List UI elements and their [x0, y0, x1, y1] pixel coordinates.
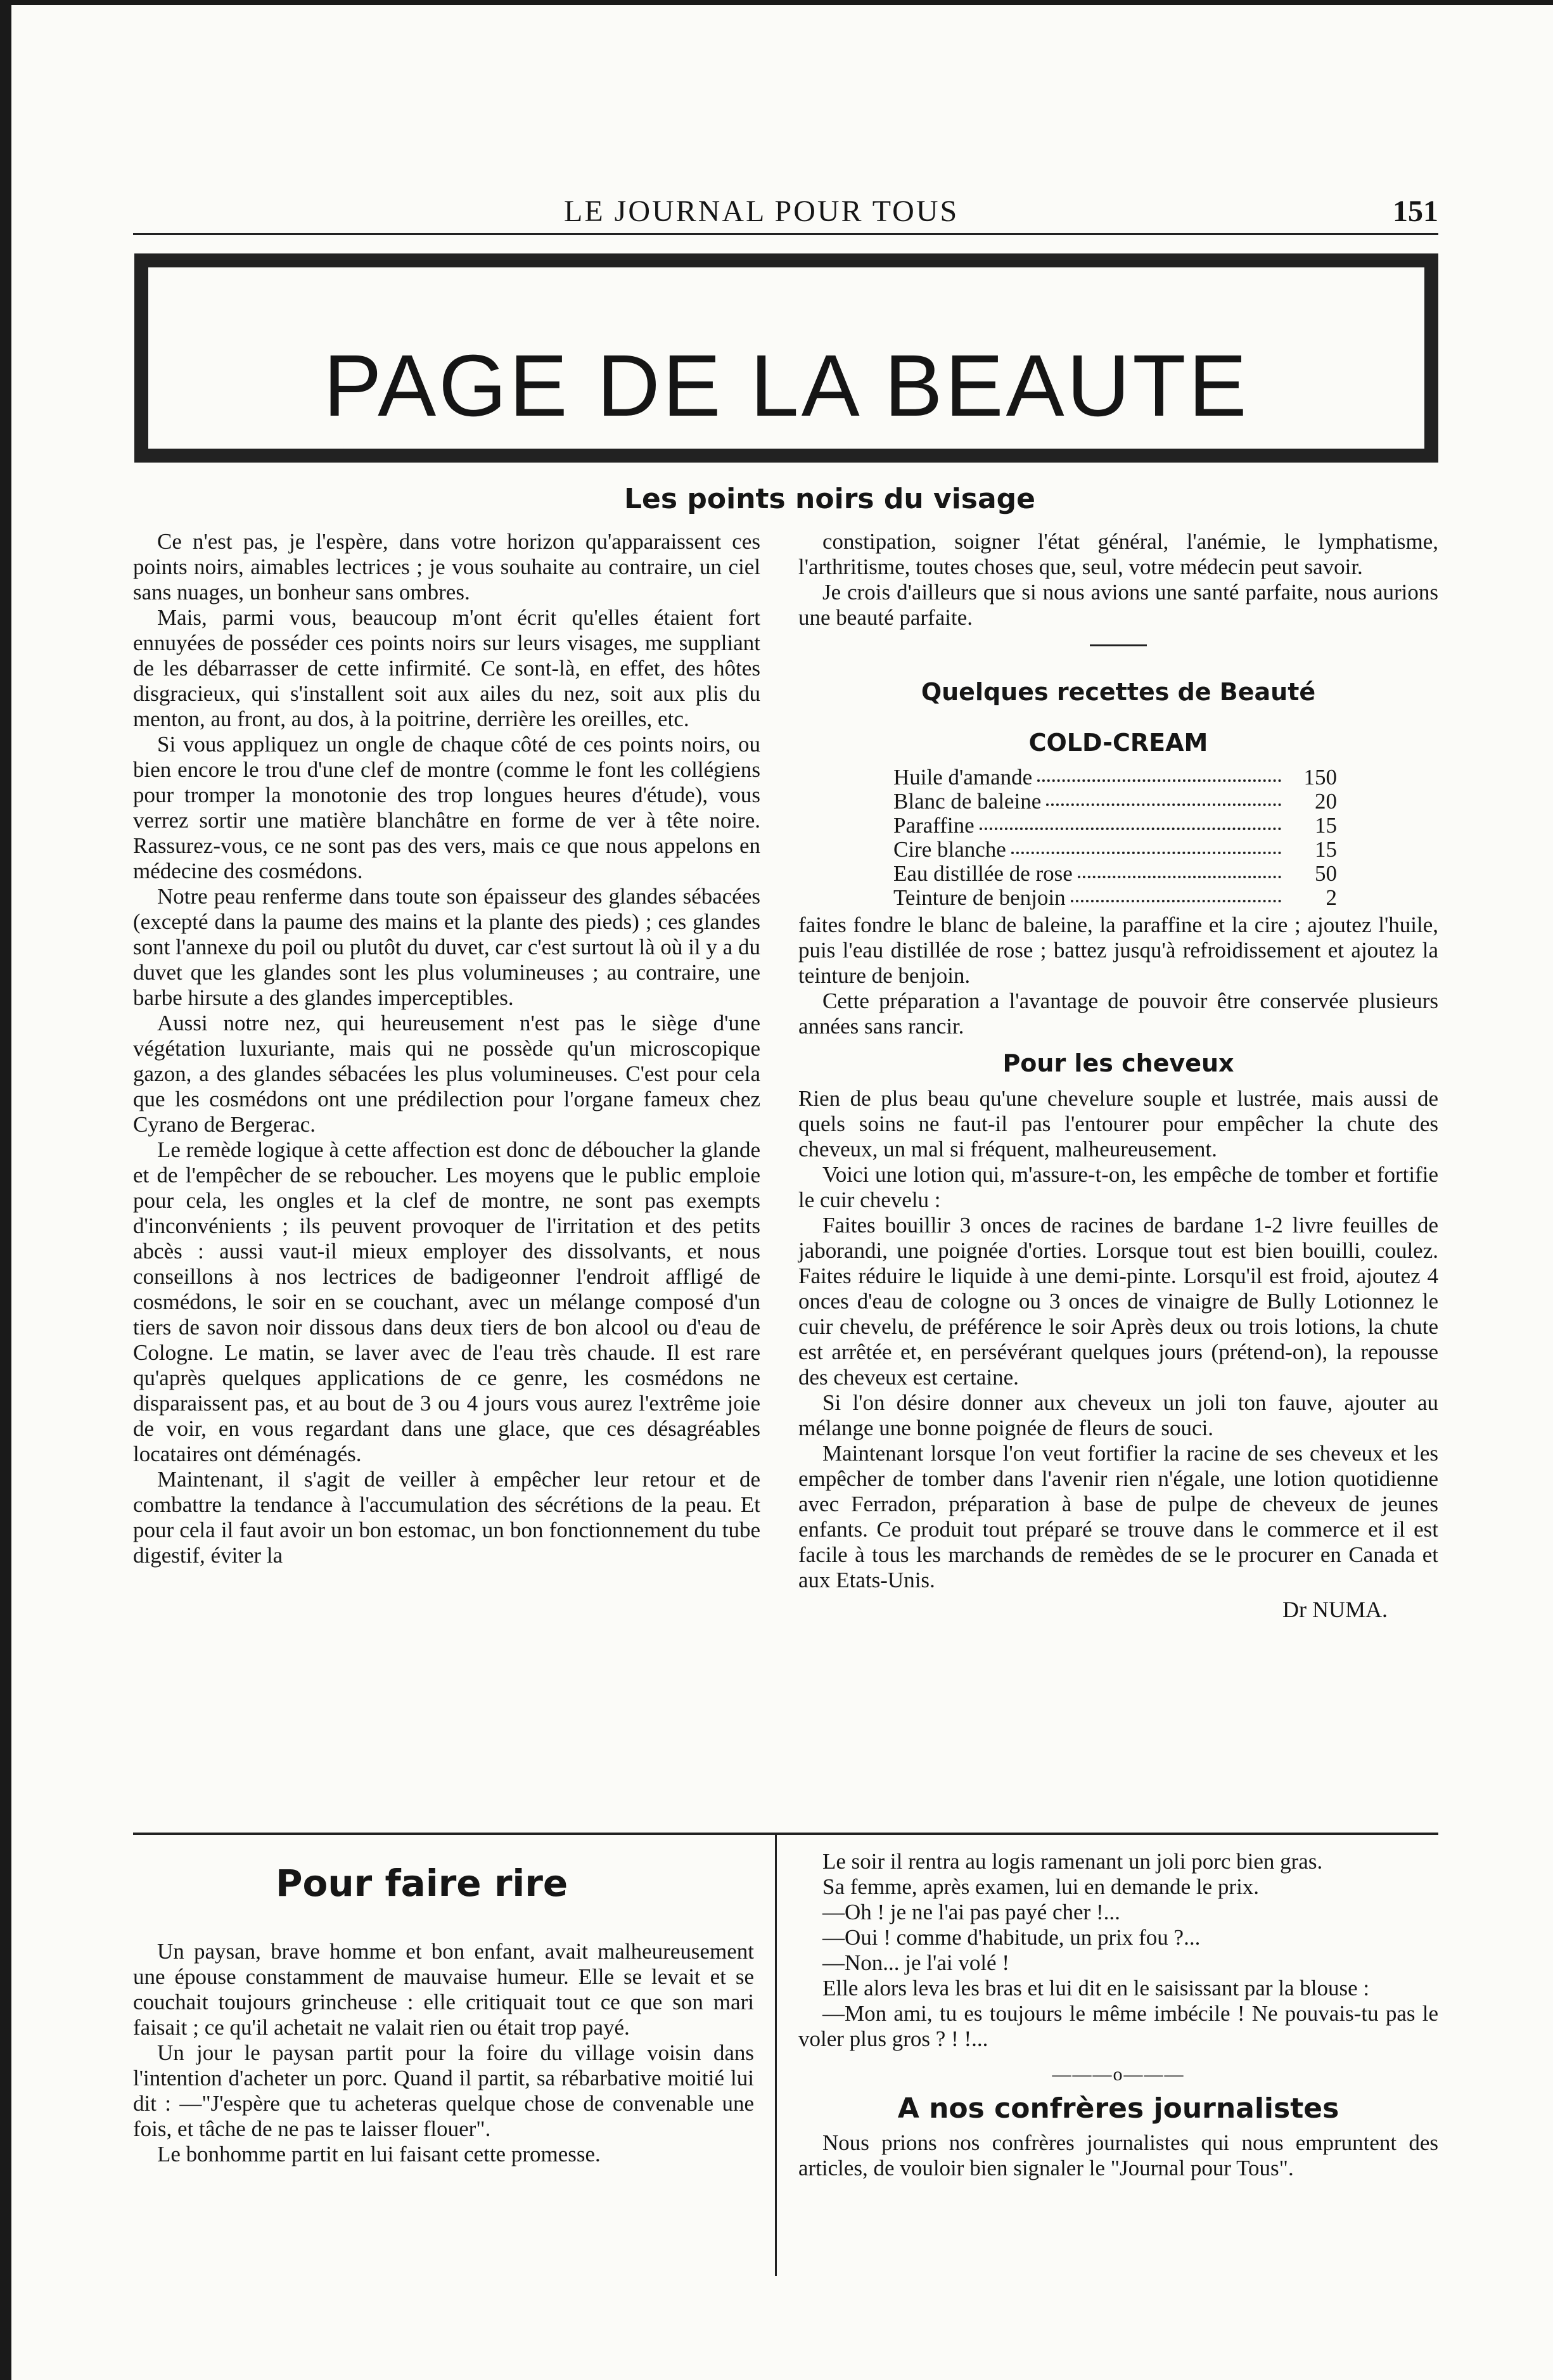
- paragraph: Si l'on désire donner aux cheveux un joli ton fauve, ajouter au mélange une bonne poignée de fleurs de souci.: [798, 1390, 1438, 1440]
- paragraph: Ce n'est pas, je l'espère, dans votre horizon qu'apparaissent ces points noirs, aimables lectrices ; je vous souhaite au contraire, un ciel sans nuages, un bonheur sans ombres.: [133, 529, 760, 605]
- leader-dots: [1011, 838, 1281, 854]
- ingredient-row: [893, 886, 1337, 910]
- paragraph: faites fondre le blanc de baleine, la paraffine et la cire ; ajoutez l'huile, puis l'eau distillée de rose ; battez jusqu'à refroidissement et ajoutez la teinture de benjoin.: [798, 912, 1438, 988]
- paragraph: Faites bouillir 3 onces de racines de bardane 1-2 livre feuilles de jaborandi, une poignée d'orties. Lorsque tout est bien bouilli, coulez. Faites réduire le liquide à une demi-pinte. Lorsqu'il est froid, ajoutez 4 onces d'eau de cologne ou 3 onces de vinaigre de Bully Lotionnez le cuir chevelu, de préférence le soir Après deux ou trois lotions, la chute est arrêtée et, en persévérant quelques jours (prétend-on), la repousse des cheveux est certaine.: [798, 1213, 1438, 1390]
- divider: [1090, 644, 1147, 646]
- paragraph: Le soir il rentra au logis ramenant un joli porc bien gras.: [822, 1849, 1323, 1874]
- ingredient-qty: 15: [1315, 813, 1337, 838]
- paragraph: Mais, parmi vous, beaucoup m'ont écrit qu'elles étaient fort ennuyées de posséder ces points noirs sur leurs visages, me suppliant de les débarrasser de cette infirmité. Ce sont-là, en effet, des hôtes disgracieux, qui s'installent soit aux ailes du nez, soit aux plis du menton, au front, au dos, à la poitrine, derrière les oreilles, etc.: [133, 605, 760, 731]
- paragraph: Je crois d'ailleurs que si nous avions une santé parfaite, nous aurions une beauté parfaite.: [798, 580, 1438, 630]
- paragraph: Maintenant lorsque l'on veut fortifier la racine de ses cheveux et les empêcher de tomber dans l'avenir rien n'égale, une lotion quotidienne avec Ferradon, préparation à base de pulpe de cheveux de jeunes enfants. Ce produit tout préparé se trouve dans le commerce et il est facile à tous les marchands de remèdes de se le procurer en Canada et aux Etats-Unis.: [798, 1441, 1438, 1592]
- paragraph: Si vous appliquez un ongle de chaque côté de ces points noirs, ou bien encore le trou d'une clef de montre (comme le font les collégiens pour tromper la monotonie des trop longues heures d'étude), vous verrez sortir une matière blanchâtre en forme de ver à tête noire. Rassurez-vous, ce ne sont pas des vers, mais ce que nous appelons en médecine des cosmédons.: [133, 732, 760, 883]
- paragraph: Notre peau renferme dans toute son épaisseur des glandes sébacées (excepté dans la paume des mains et la plante des pieds) ; ces glandes sont l'annexe du poil ou plutôt du duvet, car c'est surtout là où il y a du duvet que les glandes sont les plus volumineuses ; au contraire, une barbe hirsute a des glandes imperceptibles.: [133, 884, 760, 1010]
- paragraph: Le bonhomme partit en lui faisant cette promesse.: [157, 2142, 601, 2166]
- section-banner: [134, 253, 1438, 463]
- header-rule: [133, 233, 1438, 235]
- joke-left-column: [133, 1939, 754, 2167]
- dialogue-line: —Oh ! je ne l'ai pas payé cher !...: [822, 1900, 1120, 1924]
- article-right-column: [798, 529, 1438, 1622]
- ingredient-row: [893, 838, 1337, 862]
- paragraph: Un paysan, brave homme et bon enfant, avait malheureusement une épouse constamment de mauvaise humeur. Elle se levait et se couchait toujours grincheuse : elle critiquait tout ce que son mari faisait ; ce qu'il achetait ne valait rien ou était trop payé.: [133, 1939, 754, 2040]
- paragraph: Sa femme, après examen, lui en demande le prix.: [822, 1874, 1260, 1899]
- leader-dots: [1078, 862, 1281, 878]
- ingredient-qty: 20: [1315, 789, 1337, 814]
- scan-edge: [0, 0, 11, 2380]
- ingredient-name: Paraffine: [893, 813, 975, 838]
- leader-dots: [1037, 765, 1281, 782]
- ingredient-row: [893, 790, 1337, 814]
- joke-title: Pour faire rire: [276, 1862, 568, 1905]
- ingredient-row: [893, 814, 1337, 838]
- ingredient-qty: 15: [1315, 837, 1337, 862]
- section-separator: [133, 1833, 1438, 1835]
- column-rule: [775, 1833, 777, 2276]
- scan-top-edge: [0, 0, 1553, 5]
- ingredient-name: Blanc de baleine: [893, 789, 1042, 814]
- paragraph: Cette préparation a l'avantage de pouvoir être conservée plusieurs années sans rancir.: [798, 988, 1438, 1039]
- paragraph: Nous prions nos confrères journalistes qui nous empruntent des articles, de vouloir bien signaler le "Journal pour Tous".: [798, 2130, 1438, 2180]
- notice-title: A nos confrères journalistes: [897, 2092, 1339, 2125]
- cold-cream-ingredients: [893, 765, 1337, 910]
- paragraph: constipation, soigner l'état général, l'anémie, le lymphatisme, l'arthritisme, toutes choses que, seul, votre médecin peut savoir.: [798, 529, 1438, 579]
- leader-dots: [1071, 886, 1281, 902]
- running-head: [133, 194, 1438, 232]
- cold-cream-title: COLD-CREAM: [1028, 729, 1208, 757]
- ingredient-name: Huile d'amande: [893, 765, 1033, 790]
- leader-dots: [1046, 790, 1281, 806]
- ingredient-name: Eau distillée de rose: [893, 861, 1073, 886]
- dialogue-line: —Non... je l'ai volé !: [822, 1950, 1009, 1975]
- article-title: Les points noirs du visage: [624, 483, 1036, 515]
- ingredient-row: [893, 862, 1337, 886]
- paragraph: Maintenant, il s'agit de veiller à empêcher leur retour et de combattre la tendance à l'accumulation des sécrétions de la peau. Et pour cela il faut avoir un bon estomac, un bon fonctionnement du tube digestif, éviter la: [133, 1467, 760, 1568]
- paragraph: Voici une lotion qui, m'assure-t-on, les empêche de tomber et fortifie le cuir chevelu :: [798, 1162, 1438, 1212]
- ingredient-row: [893, 765, 1337, 790]
- ingredient-qty: 50: [1315, 861, 1337, 886]
- dialogue-line: —Oui ! comme d'habitude, un prix fou ?...: [822, 1925, 1201, 1950]
- paragraph: —Mon ami, tu es toujours le même imbécile ! Ne pouvais-tu pas le voler plus gros ? ! !...: [798, 2001, 1438, 2051]
- paragraph: Un jour le paysan partit pour la foire du village voisin dans l'intention d'acheter un porc. Quand il partit, sa rébarbative moitié lui dit : —"J'espère que tu acheteras quelque chose de convenable une fois, et tâche de ne pas te laisser flouer".: [133, 2040, 754, 2141]
- ingredient-name: Cire blanche: [893, 837, 1006, 862]
- paragraph: Le remède logique à cette affection est donc de déboucher la glande et de l'empêcher de se reboucher. Les moyens que le public emploie pour cela, les ongles et la clef de montre, ne sont pas exempts d'inconvénients ; ils peuvent provoquer de l'irritation et des petits abcès : aussi vaut-il mieux employer des dissolvants, et nous conseillons à nos lectrices de badigeonner l'endroit affligé de cosmédons, le soir en se couchant, avec un mélange composé d'un tiers de savon noir dissous dans deux tiers de bon alcool ou d'eau de Cologne. Le matin, se laver avec de l'eau très chaude. Il est rare qu'après quelques applications de ce genre, les cosmédons ne disparaissent pas, et au bout de 3 ou 4 jours vous aurez l'extrême joie de voir, en vous regardant dans une glace, que ces désagréables locataires ont déménagés.: [133, 1137, 760, 1466]
- author-signature: Dr NUMA.: [1282, 1597, 1388, 1622]
- banner-title: PAGE DE LA BEAUTE: [323, 337, 1249, 435]
- joke-right-column: [798, 1849, 1438, 2181]
- page-number: 151: [1393, 195, 1438, 228]
- recipes-title: Quelques recettes de Beauté: [921, 678, 1316, 706]
- paragraph: Elle alors leva les bras et lui dit en le saisissant par la blouse :: [822, 1976, 1370, 2000]
- paragraph: Aussi notre nez, qui heureusement n'est pas le siège d'une végétation luxuriante, mais qui ne possède qu'un microscopique gazon, a des glandes sébacées les plus volumineuses. C'est pour cela que les cosmédons ont une prédilection pour l'organe fameux chez Cyrano de Bergerac.: [133, 1011, 760, 1137]
- ingredient-qty: 2: [1326, 885, 1337, 910]
- ingredient-name: Teinture de benjoin: [893, 885, 1066, 910]
- ingredient-qty: 150: [1303, 765, 1337, 790]
- paragraph: Rien de plus beau qu'une chevelure souple et lustrée, mais aussi de quels soins ne faut-il pas l'entourer pour empêcher la chute des cheveux, un mal si fréquent, malheureusement.: [798, 1086, 1438, 1161]
- hair-title: Pour les cheveux: [1002, 1049, 1234, 1077]
- article-left-column: [133, 529, 760, 1568]
- leader-dots: [980, 814, 1281, 830]
- journal-title: LE JOURNAL POUR TOUS: [564, 195, 959, 228]
- divider: ———o———: [1052, 2064, 1185, 2085]
